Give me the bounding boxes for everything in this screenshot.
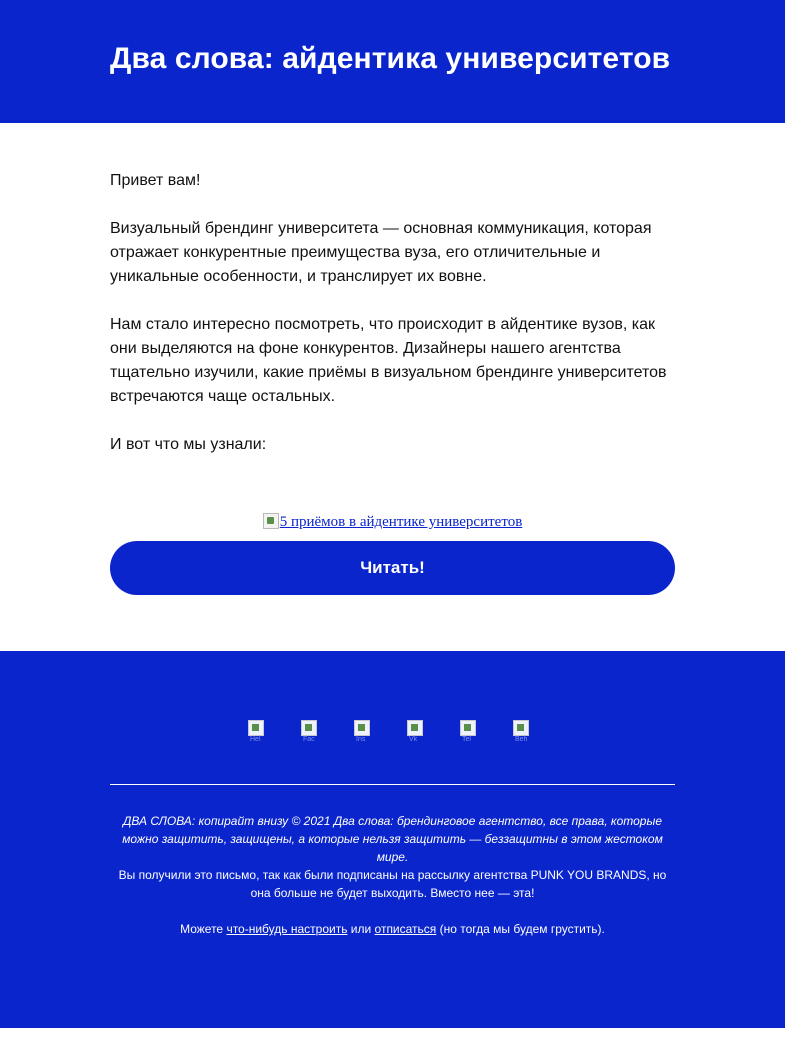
social-icon-2 (301, 720, 317, 736)
subscription-notice: Вы получили это письмо, так как были подписаны на рассылку агентства PUNK YOU BRANDS, но она больше не будет выходить. Вместо нее — эта! (118, 868, 667, 900)
social-link-4-alt: Vk (409, 736, 418, 743)
email-title: Два слова: айдентика университетов (110, 42, 671, 75)
manage-subscription-line (110, 920, 675, 938)
manage-or: или (347, 922, 375, 936)
read-button-label: Читать! (360, 558, 425, 577)
email-footer (0, 651, 785, 1028)
footer-divider (110, 784, 675, 785)
social-link-5[interactable] (460, 720, 484, 744)
social-icon-3 (354, 720, 370, 736)
social-icon-1 (248, 720, 264, 736)
social-link-2[interactable] (301, 720, 325, 744)
intro-paragraph: Визуальный брендинг университета — основная коммуникация, которая отражает конкурентные преимущества вуза, его отличительные и уникальные особенности, и транслирует их вовне. (110, 220, 652, 285)
article-image-alt: 5 приёмов в айдентике университетов (279, 514, 523, 530)
social-link-1[interactable] (248, 720, 272, 744)
social-link-2-alt: Fac (303, 736, 315, 743)
social-link-3[interactable] (354, 720, 378, 744)
social-link-4[interactable] (407, 720, 431, 744)
social-icon-4 (407, 720, 423, 736)
page-bottom-strip (0, 1028, 785, 1046)
social-link-1-alt: Hel (250, 736, 261, 743)
unsubscribe-link[interactable]: отписаться (374, 922, 437, 936)
greeting-paragraph: Привет вам! (110, 172, 201, 189)
manage-suffix: (но тогда мы будем грустить). (436, 922, 605, 936)
manage-prefix: Можете (180, 922, 227, 936)
research-paragraph: Нам стало интересно посмотреть, что происходит в айдентике вузов, как они выделяются на фоне конкурентов. Дизайнеры нашего агентства тщательно изучили, какие приёмы в визуальном брендинге университетов встречаются чаще остальных. (110, 316, 667, 405)
footer-fine-print (110, 812, 675, 938)
social-link-6-alt: Beh (515, 736, 528, 743)
lead-in-paragraph: И вот что мы узнали: (110, 436, 267, 453)
broken-image-icon (263, 513, 279, 529)
article-image-link[interactable] (263, 514, 523, 530)
social-icon-6 (513, 720, 529, 736)
manage-preferences-link[interactable]: что-нибудь настроить (226, 922, 348, 936)
email-header (0, 0, 785, 123)
social-link-6[interactable] (513, 720, 537, 744)
copyright-text: ДВА СЛОВА: копирайт внизу © 2021 Два слова: брендинговое агентство, все права, которые можно защитить, защищены, а которые нельзя защитить — беззащитны в этом жестоком мире. (122, 814, 663, 864)
article-image-link-row (0, 512, 785, 532)
footer-spacer (110, 902, 675, 920)
read-button[interactable] (110, 541, 675, 595)
social-icon-5 (460, 720, 476, 736)
social-link-5-alt: Tel (462, 736, 471, 743)
social-links (0, 720, 785, 744)
email-body (110, 169, 676, 481)
social-link-3-alt: Ins (356, 736, 366, 743)
